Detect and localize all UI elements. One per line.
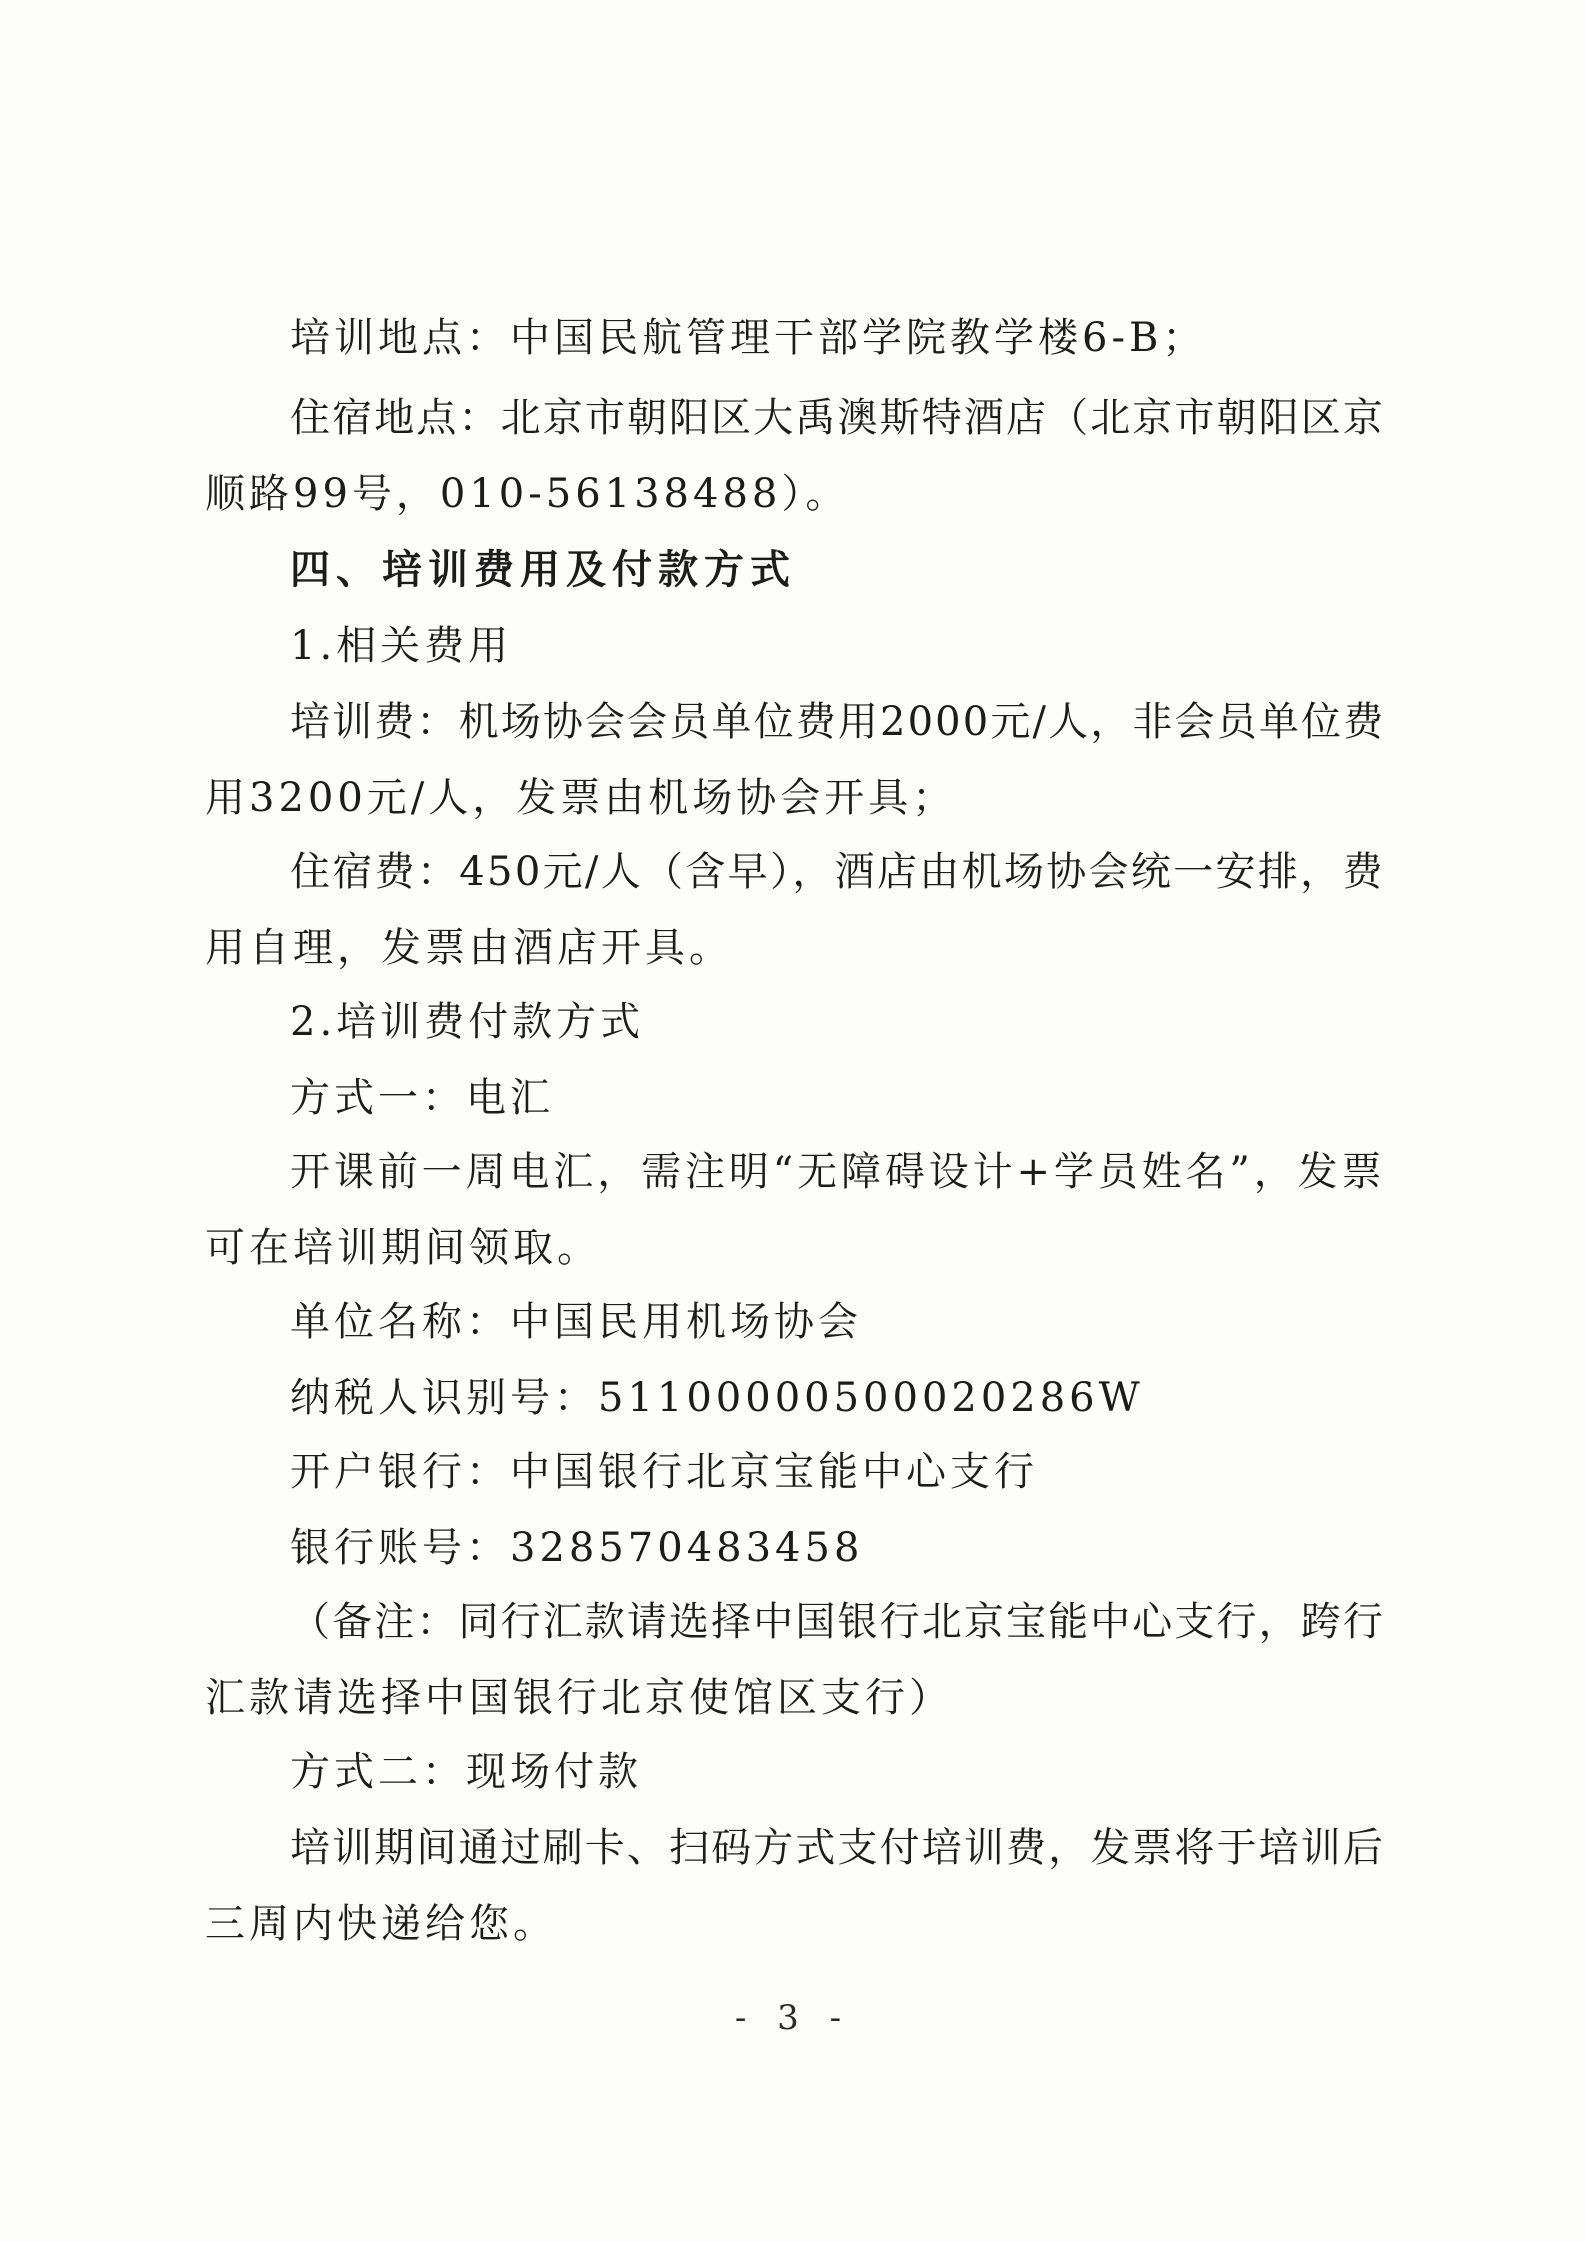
accommodation-address-line: 顺路99号，010-56138488）。 (205, 471, 850, 517)
page-number: - 3 - (734, 1998, 852, 2038)
training-location-line: 培训地点：中国民航管理干部学院教学楼6-B； (290, 315, 1207, 361)
bank-name-line: 开户银行：中国银行北京宝能中心支行 (290, 1449, 1038, 1495)
subheading-payment-method: 2.培训费付款方式 (290, 999, 645, 1045)
accommodation-fee-line: 住宿费：450元/人（含早），酒店由机场协会统一安排，费 (290, 849, 1385, 895)
training-fee-line-cont: 用3200元/人，发票由机场协会开具； (205, 775, 957, 821)
remark-line-cont: 汇款请选择中国银行北京使馆区支行） (205, 1675, 953, 1721)
onsite-payment-note-cont: 三周内快递给您。 (205, 1901, 557, 1947)
accommodation-location-line: 住宿地点：北京市朝阳区大禹澳斯特酒店（北京市朝阳区京 (290, 395, 1385, 441)
accommodation-fee-line-cont: 用自理，发票由酒店开具。 (205, 925, 733, 971)
subheading-related-fees: 1.相关费用 (290, 623, 513, 669)
wire-transfer-note: 开课前一周电汇，需注明“无障碍设计+学员姓名”，发票 (290, 1149, 1386, 1195)
method-two-title: 方式二：现场付款 (290, 1749, 642, 1795)
section-heading-fees: 四、培训费用及付款方式 (290, 547, 796, 593)
wire-transfer-note-cont: 可在培训期间领取。 (205, 1225, 601, 1271)
bank-account-line: 银行账号：328570483458 (290, 1525, 864, 1571)
taxpayer-id-line: 纳税人识别号：51100000500020286W (290, 1375, 1144, 1421)
unit-name-line: 单位名称：中国民用机场协会 (290, 1299, 862, 1345)
remark-line: （备注：同行汇款请选择中国银行北京宝能中心支行，跨行 (290, 1599, 1385, 1645)
training-fee-line: 培训费：机场协会会员单位费用2000元/人，非会员单位费 (290, 699, 1386, 745)
method-one-title: 方式一：电汇 (290, 1075, 554, 1121)
onsite-payment-note: 培训期间通过刷卡、扫码方式支付培训费，发票将于培训后 (290, 1825, 1385, 1871)
